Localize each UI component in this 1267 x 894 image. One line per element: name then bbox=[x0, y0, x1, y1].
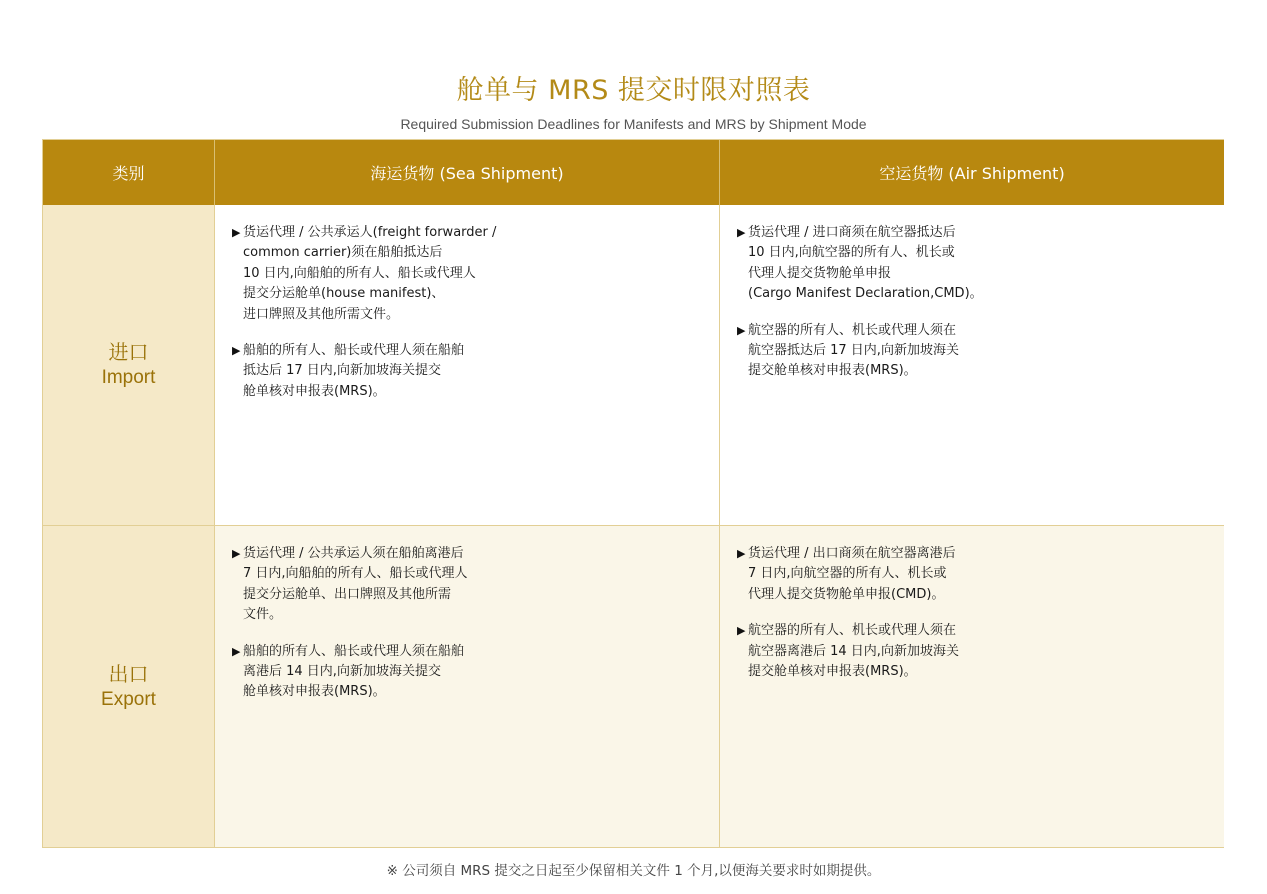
bullet-line: 7 日内,向船舶的所有人、船长或代理人 bbox=[243, 566, 468, 582]
bullet-line: 船舶的所有人、船长或代理人须在船舶 bbox=[243, 343, 465, 359]
bullet-line: 代理人提交货物舱单申报 bbox=[748, 265, 892, 281]
bullet-arrow-icon: ▶ bbox=[737, 624, 746, 638]
bullet-line: 文件。 bbox=[243, 607, 283, 623]
deadline-table bbox=[42, 139, 1224, 848]
bullet-line: 货运代理 / 进口商须在航空器抵达后 bbox=[748, 225, 956, 240]
bullet-line: 航空器离港后 14 日内,向新加坡海关 bbox=[748, 643, 959, 659]
bullet-line: 10 日内,向航空器的所有人、机长或 bbox=[748, 245, 955, 261]
bullet-item bbox=[232, 341, 703, 402]
row-label-export-zh: 出口 bbox=[108, 661, 149, 686]
header-sea-shipment: 海运货物 (Sea Shipment) bbox=[215, 140, 720, 205]
cell-import-sea bbox=[215, 205, 720, 526]
bullet-line: 航空器抵达后 17 日内,向新加坡海关 bbox=[748, 343, 959, 359]
bullet-item bbox=[737, 223, 1208, 305]
header-air-shipment: 空运货物 (Air Shipment) bbox=[720, 140, 1224, 205]
bullet-line: 代理人提交货物舱单申报(CMD)。 bbox=[748, 586, 945, 602]
footnote: ※ 公司须自 MRS 提交之日起至少保留相关文件 1 个月,以便海关要求时如期提供。 bbox=[386, 863, 881, 879]
cell-import-air bbox=[720, 205, 1224, 526]
bullet-arrow-icon: ▶ bbox=[232, 344, 241, 358]
bullet-item bbox=[737, 544, 1208, 605]
bullet-line: 航空器的所有人、机长或代理人须在 bbox=[748, 322, 957, 338]
row-label-export-en: Export bbox=[101, 688, 156, 710]
bullet-line: 货运代理 / 出口商须在航空器离港后 bbox=[748, 546, 956, 561]
cell-export-air bbox=[720, 526, 1224, 847]
bullet-line: 航空器的所有人、机长或代理人须在 bbox=[748, 623, 957, 639]
bullet-line: common carrier)须在船舶抵达后 bbox=[243, 245, 443, 261]
bullet-line: 提交分运舱单、出口牌照及其他所需 bbox=[243, 586, 452, 602]
bullet-line: 抵达后 17 日内,向新加坡海关提交 bbox=[243, 363, 441, 379]
cell-export-sea bbox=[215, 526, 720, 847]
row-label-import-en: Import bbox=[101, 367, 156, 388]
page-subtitle: Required Submission Deadlines for Manifests and MRS by Shipment Mode bbox=[400, 116, 867, 132]
bullet-arrow-icon: ▶ bbox=[232, 547, 241, 560]
row-label-export bbox=[43, 526, 215, 847]
bullet-arrow-icon: ▶ bbox=[737, 547, 746, 560]
bullet-line: 7 日内,向航空器的所有人、机长或 bbox=[748, 566, 947, 582]
bullet-line: 舱单核对申报表(MRS)。 bbox=[243, 383, 386, 399]
bullet-line: 货运代理 / 公共承运人须在船舶离港后 bbox=[243, 546, 464, 561]
bullet-line: 提交分运舱单(house manifest)、 bbox=[243, 286, 445, 302]
bullet-item bbox=[737, 321, 1208, 382]
bullet-line: 提交舱单核对申报表(MRS)。 bbox=[748, 664, 917, 680]
bullet-arrow-icon: ▶ bbox=[232, 644, 241, 658]
bullet-item bbox=[232, 544, 703, 626]
bullet-line: 舱单核对申报表(MRS)。 bbox=[243, 684, 386, 700]
header-category: 类别 bbox=[43, 140, 215, 205]
bullet-arrow-icon: ▶ bbox=[737, 323, 746, 337]
bullet-line: 进口牌照及其他所需文件。 bbox=[243, 306, 400, 322]
bullet-line: 船舶的所有人、船长或代理人须在船舶 bbox=[243, 643, 465, 659]
bullet-arrow-icon: ▶ bbox=[232, 226, 241, 239]
bullet-item bbox=[232, 223, 703, 325]
bullet-item bbox=[737, 621, 1208, 682]
bullet-item bbox=[232, 642, 703, 703]
bullet-line: 提交舱单核对申报表(MRS)。 bbox=[748, 363, 917, 379]
bullet-line: 货运代理 / 公共承运人(freight forwarder / bbox=[243, 225, 497, 240]
page-title: 舱单与 MRS 提交时限对照表 bbox=[456, 75, 811, 106]
bullet-line: 10 日内,向船舶的所有人、船长或代理人 bbox=[243, 265, 476, 281]
bullet-line: (Cargo Manifest Declaration,CMD)。 bbox=[748, 286, 983, 302]
bullet-arrow-icon: ▶ bbox=[737, 226, 746, 239]
row-label-import-zh: 进口 bbox=[108, 340, 149, 364]
row-label-import bbox=[43, 205, 215, 526]
bullet-line: 离港后 14 日内,向新加坡海关提交 bbox=[243, 664, 441, 680]
